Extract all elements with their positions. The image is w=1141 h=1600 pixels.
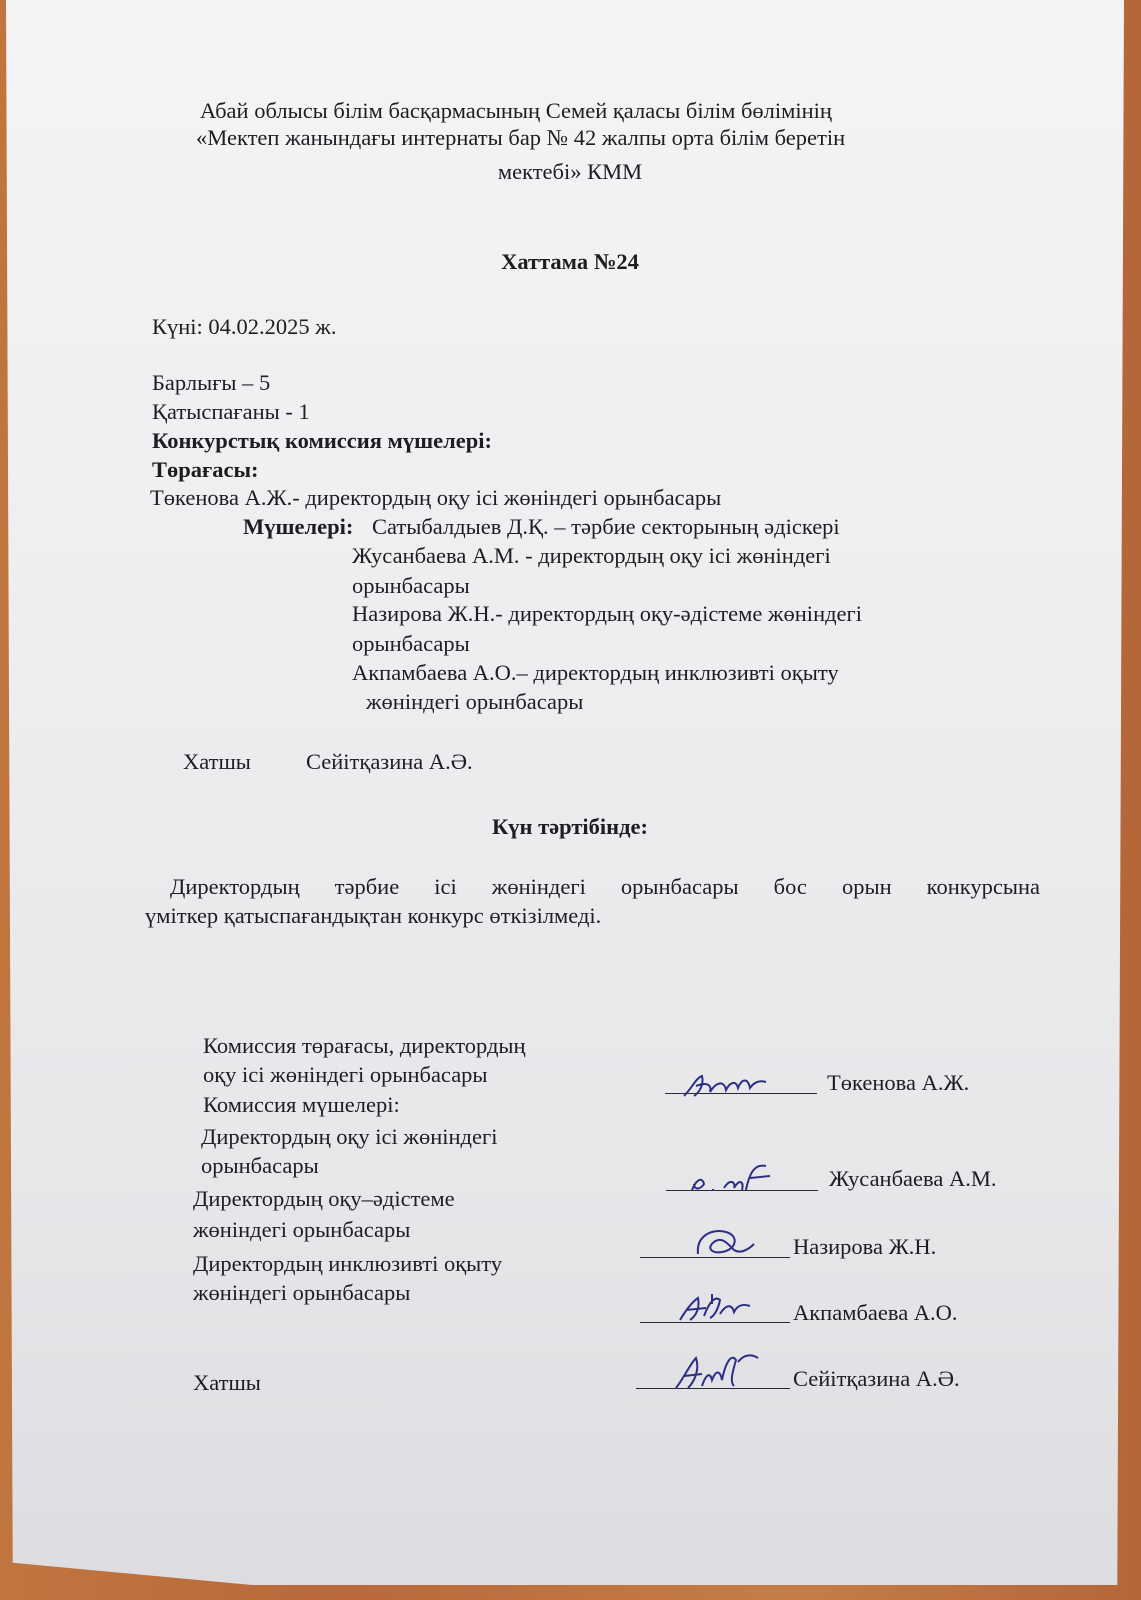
members-label: Мүшелері:: [243, 514, 354, 539]
sig-name-zhusanbaeva: Жусанбаева А.М.: [829, 1166, 997, 1191]
member-line-7: жөніндегі орынбасары: [366, 689, 584, 714]
sig-left-line-5: орынбасары: [201, 1153, 319, 1178]
attendance-total: Барлығы – 5: [152, 370, 271, 395]
sig-name-akpambaeva: Акпамбаева А.О.: [793, 1300, 958, 1325]
document-title: Хаттама №24: [501, 249, 639, 274]
member-line-2: Жусанбаева А.М. - директордың оқу ісі жөніндегі: [352, 543, 831, 568]
header-line-2: «Мектеп жанындағы интернаты бар № 42 жалпы орта білім беретін: [196, 125, 846, 150]
sig-name-seitkazina: Сейітқазина А.Ә.: [793, 1366, 960, 1391]
header-line-3: мектебі» КММ: [497, 159, 643, 184]
chair-line: Төкенова А.Ж.- директордың оқу ісі жөніндегі орынбасары: [150, 485, 722, 510]
sig-left-line-4: Директордың оқу ісі жөніндегі: [201, 1124, 498, 1149]
member-line-5: орынбасары: [352, 631, 470, 656]
signature-nazirova: [692, 1224, 762, 1260]
sig-left-line-8: Директордың инклюзивті оқыту: [193, 1251, 503, 1276]
member-line-6: Акпамбаева А.О.– директордың инклюзивті оқыту: [352, 660, 839, 685]
signature-zhusanbaeva: [686, 1160, 776, 1196]
sig-name-nazirova: Назирова Ж.Н.: [793, 1234, 937, 1259]
sig-left-line-7: жөніндегі орынбасары: [193, 1217, 411, 1242]
commission-heading: Конкурстық комиссия мүшелері:: [152, 428, 492, 453]
signature-seitkazina: [672, 1350, 762, 1394]
member-line-4: Назирова Ж.Н.- директордың оқу-әдістеме жөніндегі: [352, 601, 863, 626]
member-line-1: Сатыбалдыев Д.Қ. – тәрбие секторының әдіскері: [372, 514, 840, 539]
agenda-line-2: үміткер қатыспағандықтан конкурс өткізілмеді.: [145, 903, 602, 928]
sig-left-line-9: жөніндегі орынбасары: [193, 1280, 411, 1305]
attendance-absent: Қатыспағаны - 1: [152, 399, 310, 424]
secretary-name: Сейітқазина А.Ә.: [306, 749, 473, 774]
agenda-heading: Күн тәртібінде:: [491, 814, 649, 839]
sig-left-line-3: Комиссия мүшелері:: [203, 1092, 400, 1117]
sig-left-line-1: Комиссия төрағасы, директордың: [203, 1033, 526, 1058]
secretary-label: Хатшы: [183, 749, 251, 774]
sig-name-tokenova: Төкенова А.Ж.: [827, 1070, 970, 1095]
agenda-line-1: Директордың тәрбие ісі жөніндегі орынбасары бос орын конкурсына: [170, 876, 1040, 899]
sig-left-line-2: оқу ісі жөніндегі орынбасары: [203, 1062, 488, 1087]
signature-akpambaeva: [676, 1290, 756, 1326]
date: Күні: 04.02.2025 ж.: [152, 314, 337, 339]
member-line-3: орынбасары: [352, 573, 470, 598]
sig-left-line-6: Директордың оқу–әдістеме: [193, 1186, 455, 1211]
document-sheet: [6, 0, 1124, 1585]
sig-left-secretary: Хатшы: [193, 1370, 261, 1395]
signature-tokenova: [682, 1070, 772, 1100]
header-line-1: Абай облысы білім басқармасының Семей қаласы білім бөлімінің: [200, 98, 832, 123]
chair-label: Төрағасы:: [152, 457, 259, 482]
